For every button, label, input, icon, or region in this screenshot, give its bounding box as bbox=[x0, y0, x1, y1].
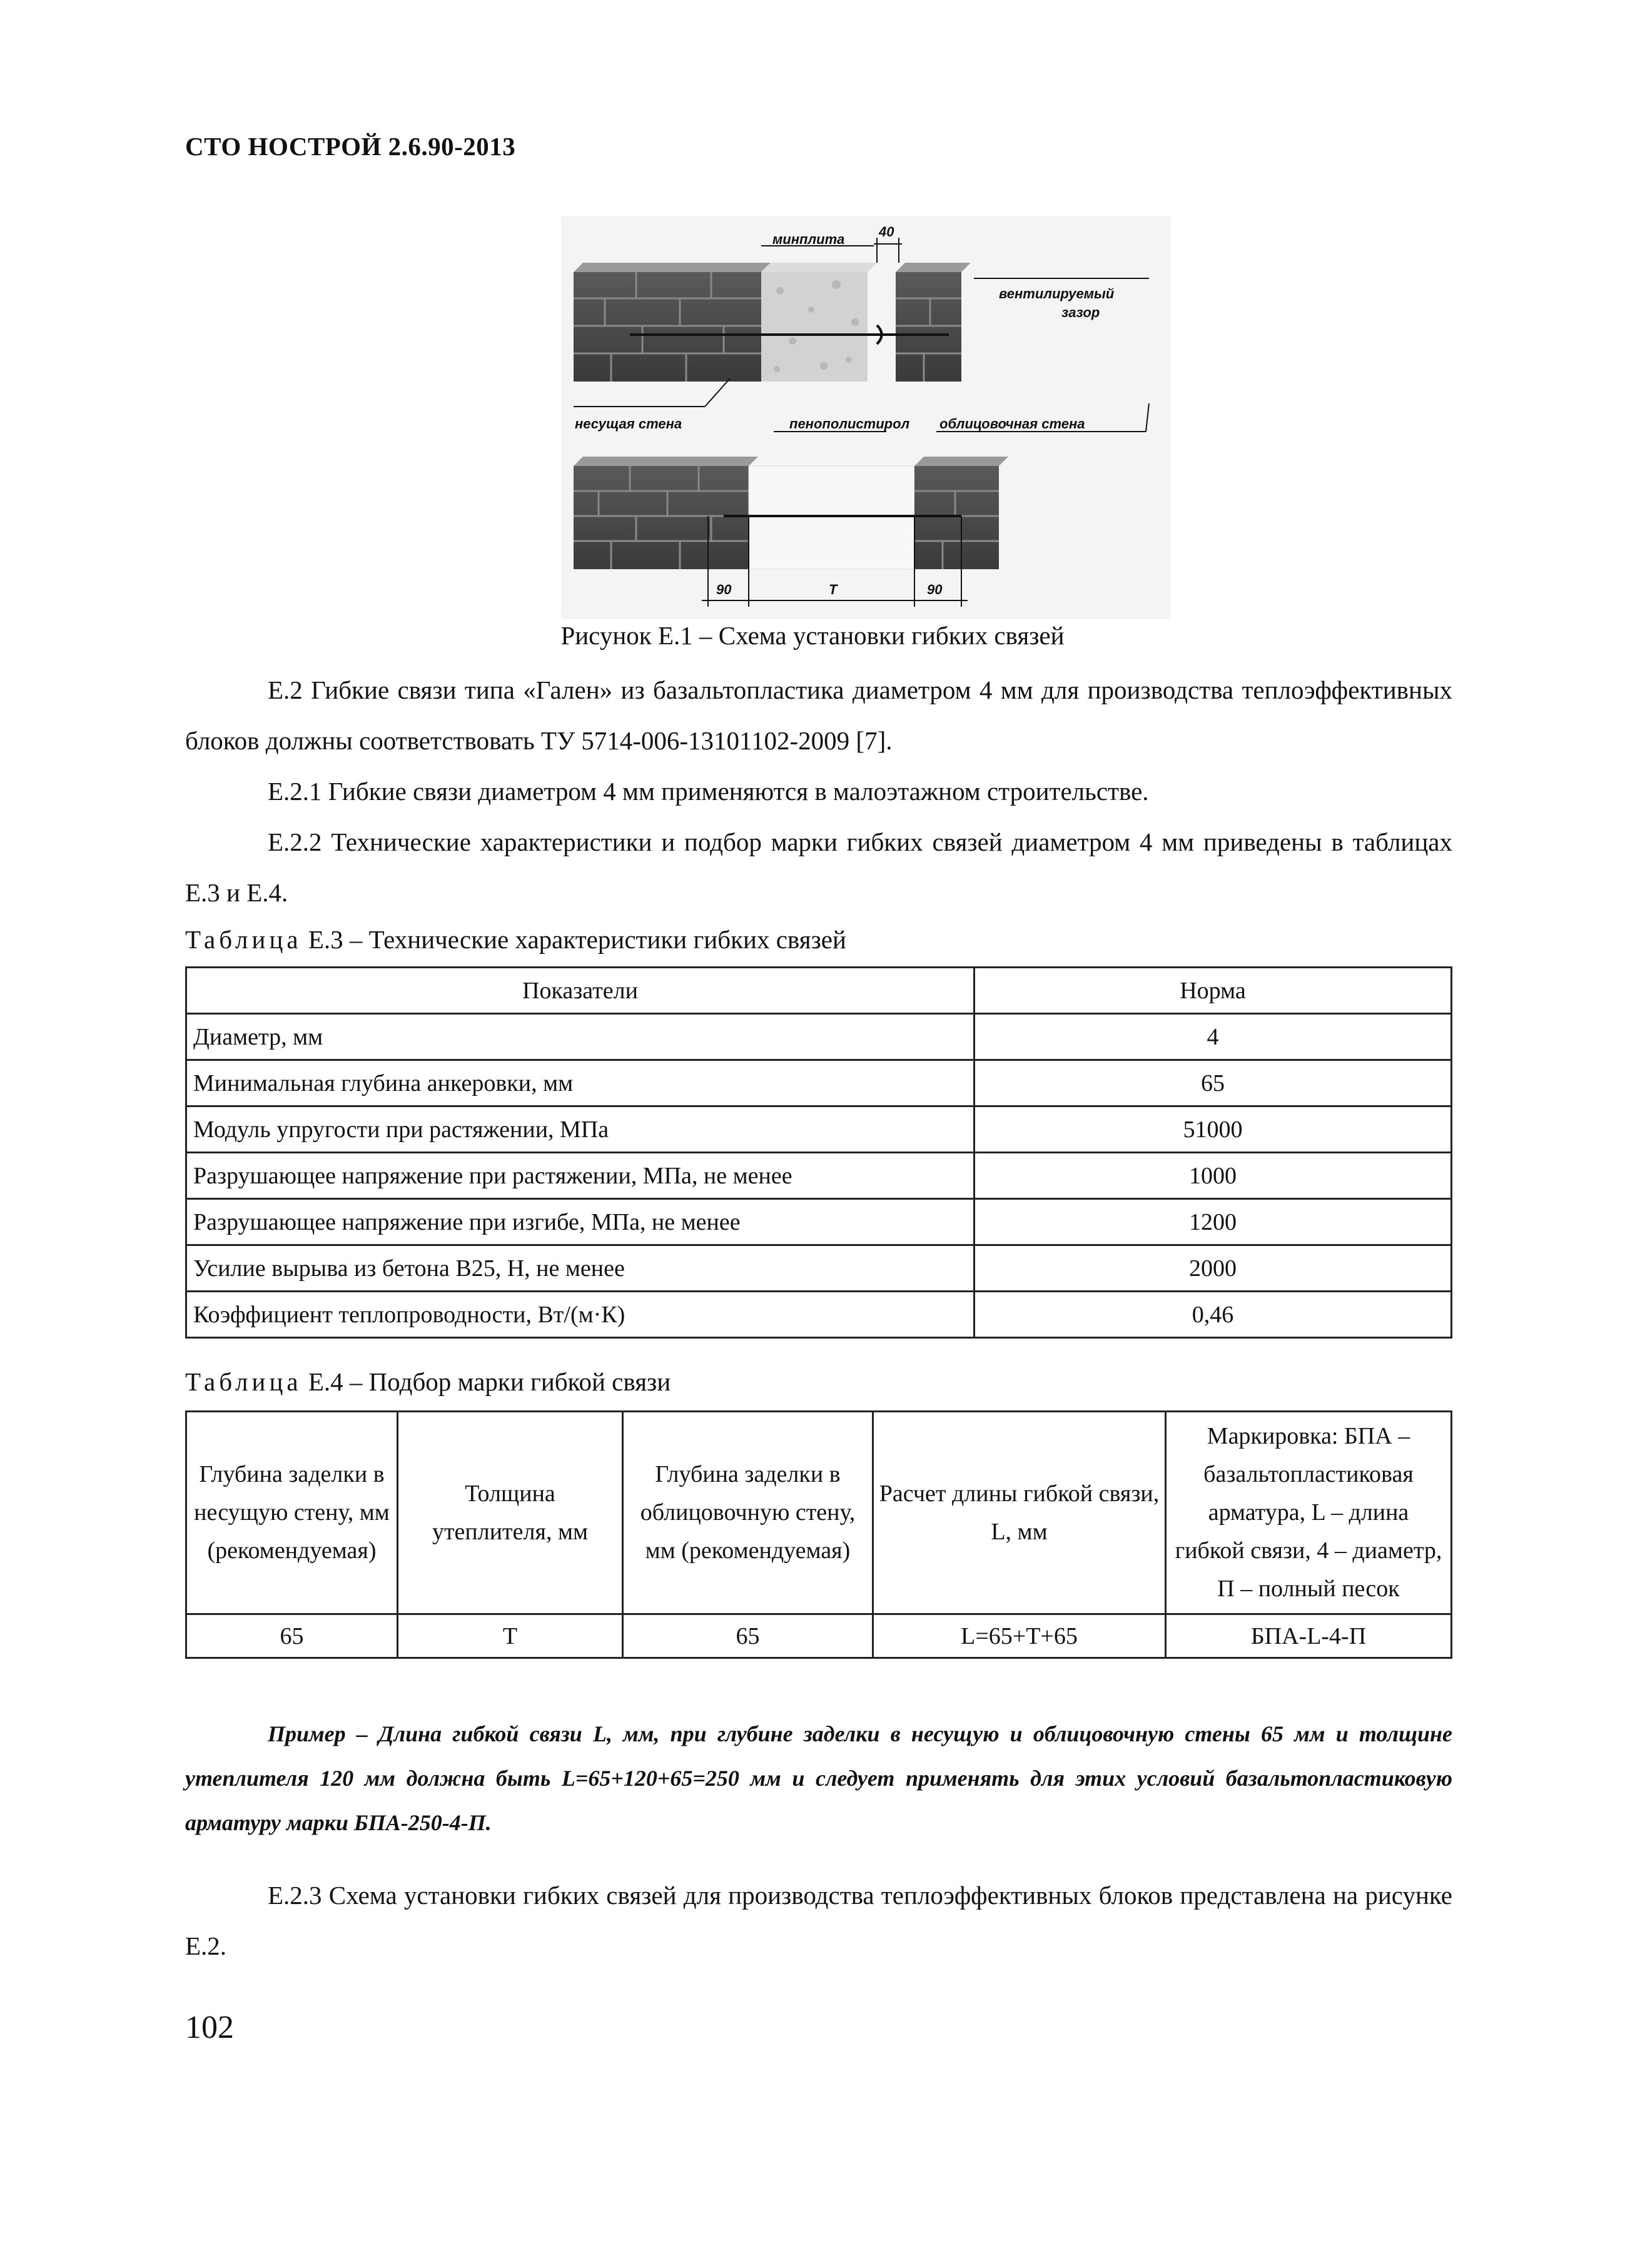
figure-caption: Рисунок Е.1 – Схема установки гибких связей bbox=[560, 621, 1065, 650]
table-row bbox=[186, 1245, 1452, 1292]
label-vent-gap-2: зазор bbox=[1061, 305, 1100, 320]
header-marking: Маркировка: БПА – базальтопластиковая арматура, L – длина гибкой связи, 4 – диаметр, П – полный песок bbox=[1166, 1412, 1452, 1614]
cell-indicator: Усилие вырыва из бетона В25, Н, не менее bbox=[186, 1245, 974, 1292]
table-row bbox=[186, 1614, 1452, 1658]
cell-indicator: Коэффициент теплопроводности, Вт/(м·К) bbox=[186, 1292, 974, 1338]
table-e4-caption-text: Е.4 – Подбор марки гибкой связи bbox=[301, 1367, 671, 1396]
dimension-90-left: 90 bbox=[716, 582, 732, 597]
cell-norm: 1000 bbox=[974, 1153, 1452, 1199]
cell-norm: 51000 bbox=[974, 1106, 1452, 1153]
header-norm: Норма bbox=[974, 968, 1452, 1014]
page-number: 102 bbox=[185, 2010, 234, 2045]
document-code-header: СТО НОСТРОЙ 2.6.90-2013 bbox=[185, 132, 516, 161]
cell-depth-facing: 65 bbox=[623, 1614, 873, 1658]
table-row bbox=[186, 1014, 1452, 1060]
table-header-row bbox=[186, 1412, 1452, 1614]
paragraph-e2: Е.2 Гибкие связи типа «Гален» из базальтопластика диаметром 4 мм для производства теплоэффективных блоков должны соответствовать ТУ 5714-006-13101102-2009 [7]. bbox=[185, 676, 1452, 755]
table-e4-caption bbox=[185, 1367, 671, 1397]
header-insulation-thickness: Толщина утеплителя, мм bbox=[398, 1412, 623, 1614]
cell-indicator: Разрушающее напряжение при растяжении, МПа, не менее bbox=[186, 1153, 974, 1199]
cell-norm: 1200 bbox=[974, 1199, 1452, 1245]
example-note: Пример – Длина гибкой связи L, мм, при глубине заделки в несущую и облицовочную стены 65 мм и толщине утеплителя 120 мм должна быть L=65+120+65=250 мм и следует применять для этих условий базальтопластиковую арматуру марки БПА-250-4-П. bbox=[185, 1721, 1452, 1835]
dimension-40: 40 bbox=[879, 224, 894, 240]
dimension-t: T bbox=[829, 582, 838, 597]
table-row bbox=[186, 1292, 1452, 1338]
cell-indicator: Разрушающее напряжение при изгибе, МПа, не менее bbox=[186, 1199, 974, 1245]
cell-norm: 2000 bbox=[974, 1245, 1452, 1292]
cell-insulation-thickness: Т bbox=[398, 1614, 623, 1658]
cell-norm: 4 bbox=[974, 1014, 1452, 1060]
paragraph-e23: Е.2.3 Схема установки гибких связей для производства теплоэффективных блоков представлена на рисунке Е.2. bbox=[185, 1881, 1452, 1960]
figure-flexible-ties-diagram bbox=[561, 216, 1171, 619]
cell-indicator: Диаметр, мм bbox=[186, 1014, 974, 1060]
dimension-90-right: 90 bbox=[927, 582, 943, 597]
table-e3-caption-text: Е.3 – Технические характеристики гибких связей bbox=[301, 925, 846, 954]
table-e4-caption-word: Таблица bbox=[185, 1367, 302, 1396]
label-facing-wall: облицовочная стена bbox=[939, 416, 1085, 432]
cell-depth-bearing: 65 bbox=[186, 1614, 398, 1658]
label-minplita: минплита bbox=[772, 231, 845, 247]
paragraph-e22: Е.2.2 Технические характеристики и подбор марки гибких связей диаметром 4 мм приведены в таблицах Е.3 и Е.4. bbox=[185, 828, 1452, 907]
table-row bbox=[186, 1060, 1452, 1106]
table-row bbox=[186, 1106, 1452, 1153]
label-bearing-wall: несущая стена bbox=[575, 416, 682, 432]
table-header-row bbox=[186, 968, 1452, 1014]
header-depth-facing: Глубина заделки в облицовочную стену, мм (рекомендуемая) bbox=[623, 1412, 873, 1614]
header-depth-bearing: Глубина заделки в несущую стену, мм (рекомендуемая) bbox=[186, 1412, 398, 1614]
paragraph-e21: Е.2.1 Гибкие связи диаметром 4 мм применяются в малоэтажном строительстве. bbox=[268, 777, 1149, 806]
cell-norm: 65 bbox=[974, 1060, 1452, 1106]
header-length-calc: Расчет длины гибкой связи, L, мм bbox=[873, 1412, 1166, 1614]
cell-indicator: Минимальная глубина анкеровки, мм bbox=[186, 1060, 974, 1106]
table-e3 bbox=[185, 966, 1452, 1339]
table-e4 bbox=[185, 1410, 1452, 1659]
cell-marking: БПА-L-4-П bbox=[1166, 1614, 1452, 1658]
cell-indicator: Модуль упругости при растяжении, МПа bbox=[186, 1106, 974, 1153]
header-indicators: Показатели bbox=[186, 968, 974, 1014]
cell-length-calc: L=65+T+65 bbox=[873, 1614, 1166, 1658]
table-row bbox=[186, 1153, 1452, 1199]
table-row bbox=[186, 1199, 1452, 1245]
cell-norm: 0,46 bbox=[974, 1292, 1452, 1338]
table-e3-caption-word: Таблица bbox=[185, 925, 302, 954]
label-vent-gap-1: вентилируемый bbox=[999, 286, 1115, 301]
table-e3-caption bbox=[185, 924, 846, 954]
label-polystyrene: пенополистирол bbox=[789, 416, 910, 432]
